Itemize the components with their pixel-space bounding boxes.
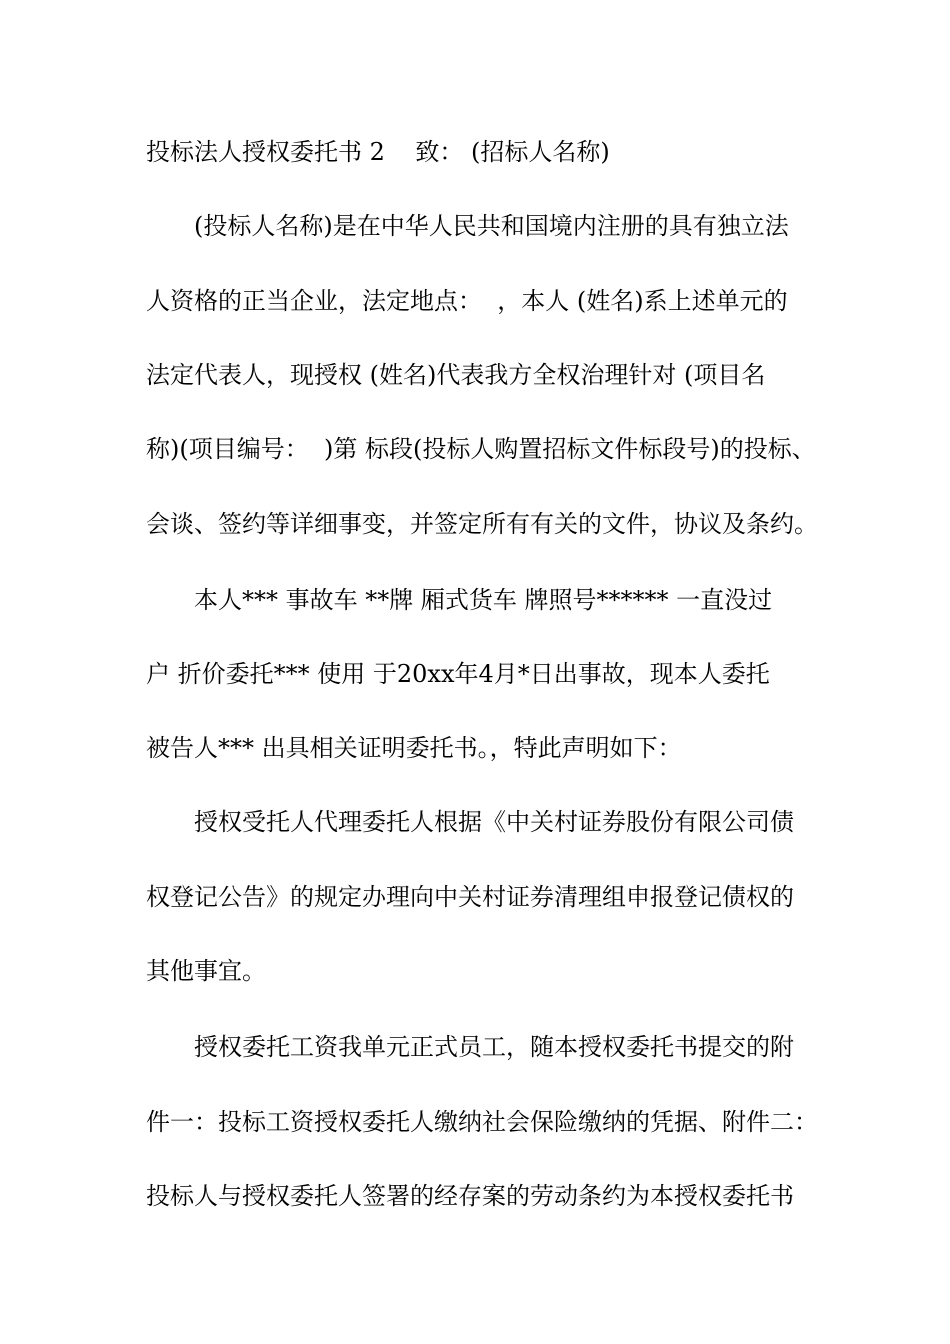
paragraph-line: 法定代表人，现授权 (姓名)代表我方全权治理针对 (项目名 xyxy=(146,361,766,389)
paragraph-line: 授权受托人代理委托人根据《中关村证券股份有限公司债 xyxy=(194,808,794,836)
paragraph-line: (投标人名称)是在中华人民共和国境内注册的具有独立法 xyxy=(194,212,789,240)
paragraph-line: 权登记公告》的规定办理向中关村证券清理组申报登记债权的 xyxy=(146,883,794,911)
paragraph-line: 会谈、签约等详细事变，并签定所有有关的文件，协议及条约。 xyxy=(146,510,818,538)
paragraph-line: 授权委托工资我单元正式员工，随本授权委托书提交的附 xyxy=(194,1033,794,1061)
paragraph-line: 投标人与授权委托人签署的经存案的劳动条约为本授权委托书 xyxy=(146,1182,794,1210)
paragraph-line: 称)(项目编号： )第 标段(投标人购置招标文件标段号)的投标、 xyxy=(146,435,816,463)
paragraph-line: 户 折价委托*** 使用 于20xx年4月*日出事故，现本人委托 xyxy=(146,660,770,688)
paragraph-line: 人资格的正当企业，法定地点： ，本人 (姓名)系上述单元的 xyxy=(146,287,788,315)
paragraph-line: 件一：投标工资授权委托人缴纳社会保险缴纳的凭据、附件二： xyxy=(146,1108,818,1136)
document-title-line: 投标法人授权委托书 2 致： (招标人名称) xyxy=(146,138,610,166)
paragraph-line: 被告人*** 出具相关证明委托书。，特此声明如下： xyxy=(146,734,682,762)
paragraph-line: 其他事宜。 xyxy=(146,957,266,985)
paragraph-line: 本人*** 事故车 **牌 厢式货车 牌照号****** 一直没过 xyxy=(194,586,773,614)
